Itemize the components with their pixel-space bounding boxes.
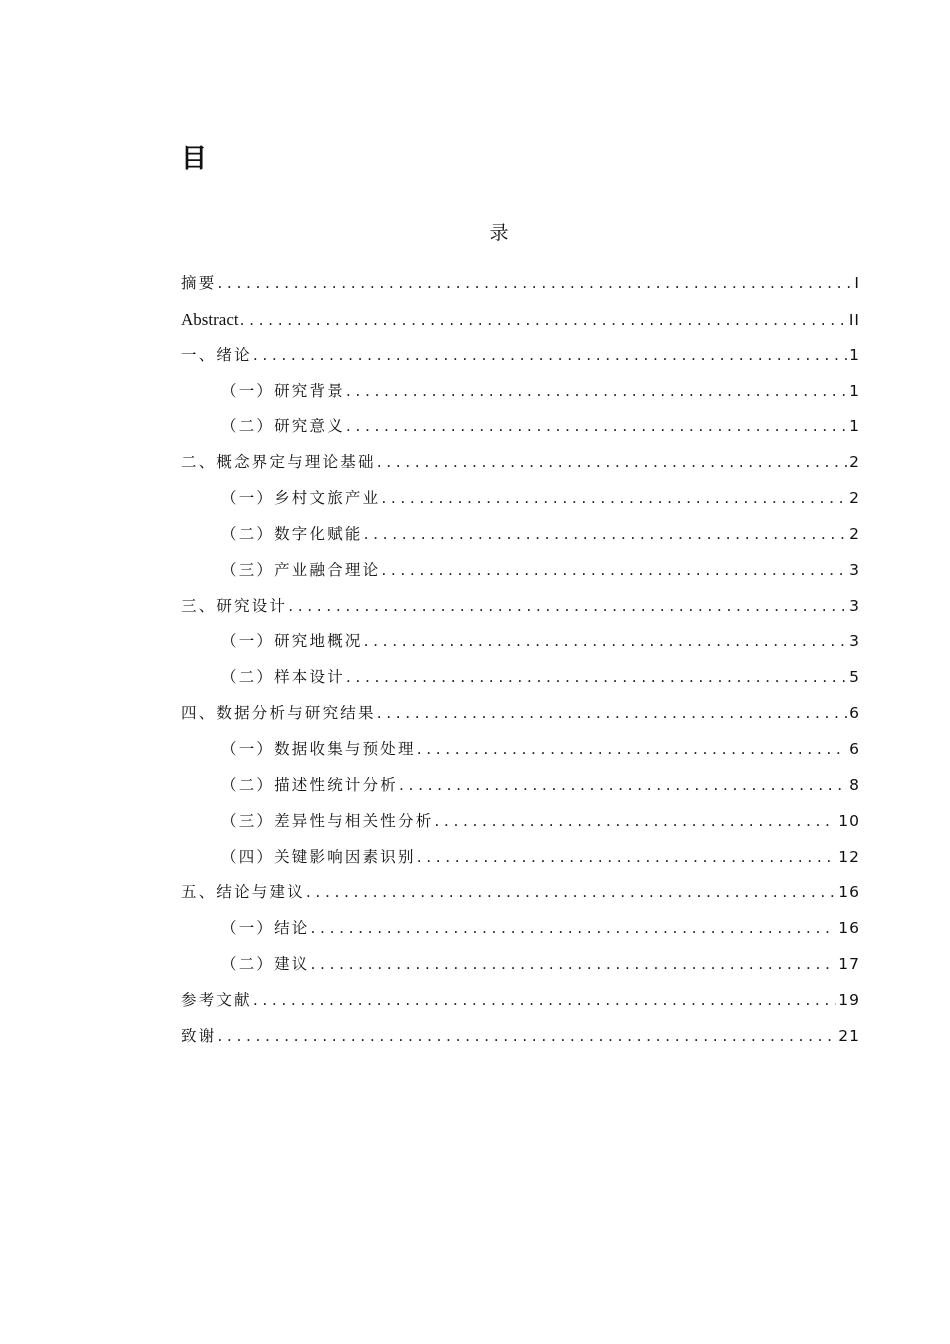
toc-entry-label: 参考文献 (181, 990, 252, 1009)
toc-entry-page-number: 8 (849, 775, 860, 794)
toc-entry[interactable] (181, 445, 860, 481)
toc-entry-label: （四）关键影响因素识别 (221, 847, 416, 866)
toc-entry-page-number: 1 (849, 345, 860, 364)
toc-entry-page-number: 10 (838, 811, 860, 830)
toc-entry-label: （二）建议 (221, 955, 310, 974)
toc-entry-page-number: II (848, 310, 860, 329)
toc-entry-label: （一）结论 (221, 919, 310, 938)
toc-entry[interactable] (181, 374, 860, 410)
toc-entry-page-number: 6 (849, 739, 860, 758)
toc-entry-label: Abstract (181, 309, 239, 329)
toc-entry-page-number: 2 (849, 489, 860, 508)
toc-dot-leader (380, 481, 847, 517)
toc-dot-leader (239, 303, 847, 338)
toc-entry[interactable] (181, 266, 860, 302)
toc-entry-page-number: 2 (849, 524, 860, 543)
toc-entry-label: （一）乡村文旅产业 (221, 489, 381, 508)
toc-dot-leader (416, 732, 847, 768)
toc-dot-leader (216, 1019, 836, 1055)
toc-title-first-char: 目 (181, 144, 208, 174)
toc-entry[interactable] (181, 409, 860, 445)
toc-entry-page-number: 1 (849, 381, 860, 400)
toc-entry-page-number: 16 (838, 883, 860, 902)
toc-entry[interactable] (181, 302, 860, 338)
toc-entry-label: （二）样本设计 (221, 668, 345, 687)
toc-entry-label: （三）产业融合理论 (221, 560, 381, 579)
toc-entry[interactable] (181, 1019, 860, 1055)
toc-entry[interactable] (181, 840, 860, 876)
toc-dot-leader (398, 768, 847, 804)
toc-dot-leader (216, 266, 852, 302)
toc-entry-page-number: 2 (849, 453, 860, 472)
toc-entry-label: 五、结论与建议 (181, 883, 305, 902)
toc-entry-label: （一）研究地概况 (221, 632, 363, 651)
toc-entry-page-number: 3 (849, 596, 860, 615)
toc-entry-page-number: 19 (838, 990, 860, 1009)
toc-entry-label: （二）研究意义 (221, 417, 345, 436)
toc-entry[interactable] (181, 624, 860, 660)
toc-entry-page-number: 21 (838, 1026, 860, 1045)
toc-entry[interactable] (181, 947, 860, 983)
toc-entry-page-number: 6 (849, 704, 860, 723)
toc-dot-leader (345, 409, 847, 445)
toc-entry[interactable] (181, 338, 860, 374)
toc-entry-label: 四、数据分析与研究结果 (181, 704, 376, 723)
toc-dot-leader (416, 840, 837, 876)
toc-entry[interactable] (181, 768, 860, 804)
toc-dot-leader (310, 911, 837, 947)
toc-entry[interactable] (181, 875, 860, 911)
toc-entry-page-number: 16 (838, 919, 860, 938)
toc-entry[interactable] (181, 804, 860, 840)
toc-entry-label: 致谢 (181, 1026, 217, 1045)
toc-dot-leader (310, 947, 837, 983)
toc-entry[interactable] (181, 481, 860, 517)
toc-dot-leader (376, 445, 847, 481)
toc-entry[interactable] (181, 983, 860, 1019)
toc-dot-leader (252, 983, 836, 1019)
toc-entry-label: （一）数据收集与预处理 (221, 739, 416, 758)
toc-entry-label: （二）数字化赋能 (221, 524, 363, 543)
toc-entry[interactable] (181, 911, 860, 947)
toc-entry-label: （三）差异性与相关性分析 (221, 811, 434, 830)
toc-entry[interactable] (181, 589, 860, 625)
toc-entry-label: 一、绪论 (181, 345, 252, 364)
toc-entry-label: 二、概念界定与理论基础 (181, 453, 376, 472)
toc-dot-leader (252, 338, 847, 374)
toc-entry-page-number: I (854, 274, 860, 292)
toc-entry[interactable] (181, 732, 860, 768)
toc-dot-leader (345, 374, 847, 410)
table-of-contents (181, 266, 860, 1055)
toc-entry-label: （一）研究背景 (221, 381, 345, 400)
toc-entry-page-number: 3 (849, 632, 860, 651)
toc-entry[interactable] (181, 696, 860, 732)
toc-entry-label: （二）描述性统计分析 (221, 775, 399, 794)
toc-dot-leader (287, 589, 847, 625)
toc-entry-page-number: 1 (849, 417, 860, 436)
toc-entry[interactable] (181, 517, 860, 553)
toc-dot-leader (345, 660, 847, 696)
toc-dot-leader (433, 804, 836, 840)
toc-entry[interactable] (181, 660, 860, 696)
toc-entry-page-number: 17 (838, 955, 860, 974)
toc-entry-label: 三、研究设计 (181, 596, 288, 615)
toc-entry[interactable] (181, 553, 860, 589)
toc-dot-leader (363, 624, 848, 660)
toc-dot-leader (305, 875, 836, 911)
toc-entry-page-number: 3 (849, 560, 860, 579)
toc-dot-leader (376, 696, 847, 732)
toc-entry-page-number: 5 (849, 668, 860, 687)
toc-entry-page-number: 12 (838, 847, 860, 866)
toc-entry-label: 摘要 (181, 274, 217, 292)
toc-dot-leader (363, 517, 848, 553)
toc-title-second-char: 录 (489, 222, 509, 244)
toc-dot-leader (380, 553, 847, 589)
